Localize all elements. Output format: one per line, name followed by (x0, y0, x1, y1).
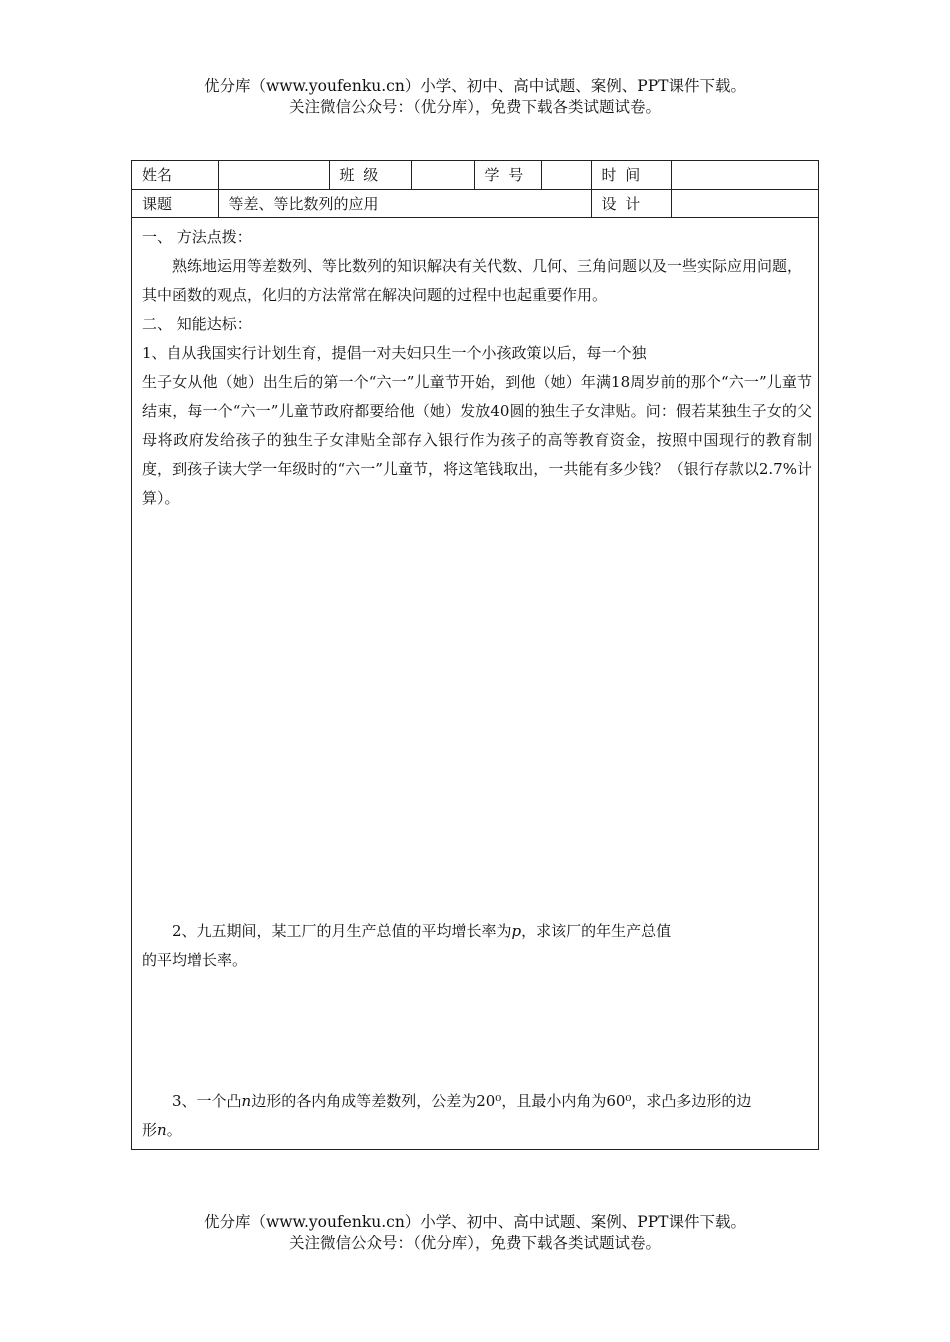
design-field[interactable] (671, 189, 818, 217)
header-line-2: 关注微信公众号：（优分库），免费下载各类试题试卷。 (288, 98, 661, 116)
footer-line-1: 优分库（www.youfenku.cn）小学、初中、高中试题、案例、PPT课件下载。 (203, 1213, 747, 1231)
question-3-line-2-prefix: 形 (142, 1121, 158, 1139)
class-field[interactable] (411, 161, 474, 189)
question-3-line-2-suffix: 。 (166, 1121, 182, 1139)
question-3-variable: n (241, 1092, 252, 1110)
worksheet-content (142, 223, 812, 513)
header-line-1: 优分库（www.youfenku.cn）小学、初中、高中试题、案例、PPT课件下载。 (203, 77, 747, 95)
section-1-heading: 一、 方法点拨： (142, 228, 252, 246)
topic-value: 等差、等比数列的应用 (218, 189, 591, 217)
question-1-line-1: 1、自从我国实行计划生育，提倡一对夫妇只生一个小孩政策以后，每一个独 (142, 344, 647, 362)
footer-line-2: 关注微信公众号：（优分库），免费下载各类试题试卷。 (288, 1234, 661, 1252)
info-row-2 (132, 189, 818, 217)
section-1-body: 熟练地运用等差数列、等比数列的知识解决有关代数、几何、三角问题以及一些实际应用问题，其中函数的观点，化归的方法常常在解决问题的过程中也起重要作用。 (142, 257, 803, 304)
question-3-prefix: 3、一个凸 (172, 1092, 242, 1110)
question-2-suffix: ，求该厂的年生产总值 (521, 922, 672, 940)
question-2-prefix: 2、九五期间，某工厂的月生产总值的平均增长率为 (172, 922, 512, 940)
info-row-1 (132, 161, 818, 189)
question-2-line-1 (142, 917, 812, 946)
question-1-body: 生子女从他（她）出生后的第一个“六一”儿童节开始，到他（她）年满18周岁前的那个“六一”儿童节结束，每一个“六一”儿童节政府都要给他（她）发放40圆的独生子女津贴。问：假若某独生子女的父母将政府发给孩子的独生子女津贴全部存入银行作为孩子的高等教育资金，按照中国现行的教育制度，到孩子读大学一年级时的“六一”儿童节，将这笔钱取出，一共能有多少钱？（银行存款以2.7%计算）。 (142, 373, 812, 507)
worksheet (131, 160, 819, 1150)
question-3-line-2 (142, 1116, 812, 1145)
student-id-label: 学 号 (474, 161, 541, 189)
time-label: 时 间 (591, 161, 671, 189)
name-label: 姓名 (132, 161, 218, 189)
student-id-field[interactable] (541, 161, 591, 189)
question-3-middle: 边形的各内角成等差数列，公差为20⁰，且最小内角为60⁰，求凸多边形的边 (251, 1092, 752, 1110)
question-2-line-2: 的平均增长率。 (142, 951, 248, 969)
topic-label: 课题 (132, 189, 218, 217)
class-label: 班 级 (329, 161, 411, 189)
page-header (0, 76, 950, 118)
question-3-variable-2: n (157, 1121, 167, 1139)
page-footer (0, 1212, 950, 1254)
info-table (132, 161, 818, 218)
time-field[interactable] (671, 161, 818, 189)
question-2-variable: p (511, 922, 522, 940)
question-3-line-1 (142, 1087, 812, 1116)
question-2 (142, 917, 812, 975)
design-label: 设 计 (591, 189, 671, 217)
name-field[interactable] (218, 161, 329, 189)
section-2-heading: 二、 知能达标： (142, 315, 252, 333)
question-3 (142, 1087, 812, 1145)
